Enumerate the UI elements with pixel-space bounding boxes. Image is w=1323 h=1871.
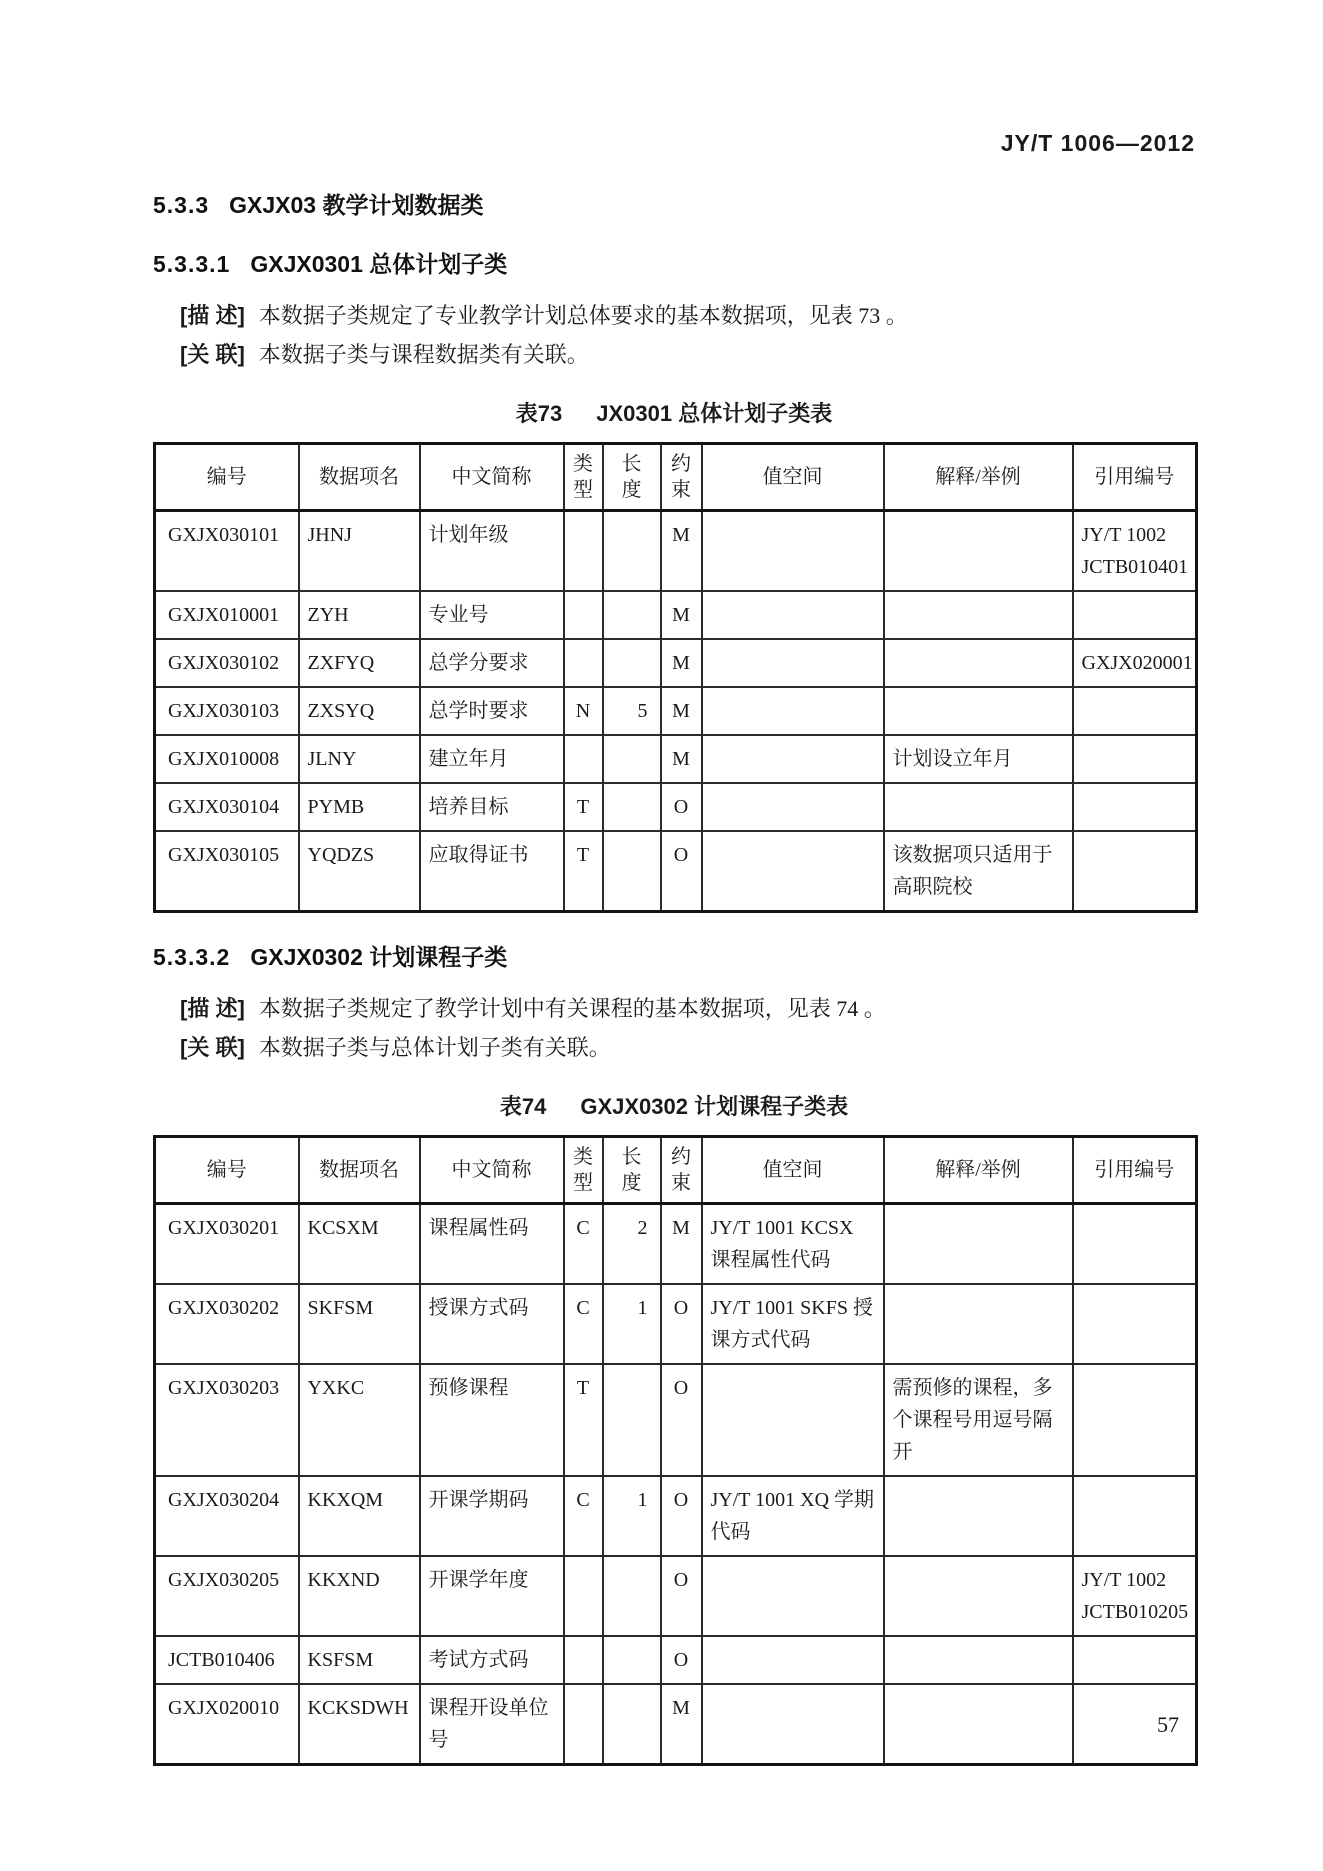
table-cell: [702, 511, 884, 592]
table-cell: 考试方式码: [420, 1636, 564, 1684]
table-cell: GXJX030205: [155, 1556, 299, 1636]
table-cell: [564, 639, 603, 687]
column-header: 解释/举例: [884, 1137, 1073, 1204]
table-cell: 应取得证书: [420, 831, 564, 912]
relation-label: [关 联]: [180, 1035, 245, 1060]
table-cell: 需预修的课程，多个课程号用逗号隔开: [884, 1364, 1073, 1476]
relation-text: 本数据子类与总体计划子类有关联。: [258, 1035, 611, 1060]
table-cell: GXJX020001: [1073, 639, 1197, 687]
subsection1-number: 5.3.3.1: [153, 251, 231, 277]
table-74: [153, 1135, 1198, 1766]
table-cell: GXJX030105: [155, 831, 299, 912]
description-label: [描 述]: [180, 996, 245, 1021]
table-cell: [603, 1556, 661, 1636]
table-cell: 总学分要求: [420, 639, 564, 687]
table-cell: 1: [603, 1476, 661, 1556]
table-cell: [603, 783, 661, 831]
table-cell: M: [661, 511, 702, 592]
table-cell: [884, 511, 1073, 592]
table-cell: [603, 591, 661, 639]
table-cell: JY/T 1002 JCTB010401: [1073, 511, 1197, 592]
table-74-caption-title: GXJX0302 计划课程子类表: [580, 1094, 849, 1119]
table-73-caption-title: JX0301 总体计划子类表: [596, 401, 833, 426]
table-cell: 计划设立年月: [884, 735, 1073, 783]
table-73: [153, 442, 1198, 913]
table-cell: 培养目标: [420, 783, 564, 831]
table-cell: [1073, 735, 1197, 783]
table-74-caption: [153, 1090, 1195, 1121]
table-cell: YXKC: [299, 1364, 420, 1476]
table-cell: 预修课程: [420, 1364, 564, 1476]
description-paragraph: [180, 992, 1195, 1025]
table-cell: [603, 1364, 661, 1476]
table-cell: KKXQM: [299, 1476, 420, 1556]
table-cell: GXJX030204: [155, 1476, 299, 1556]
table-cell: M: [661, 735, 702, 783]
standard-code: JY/T 1006—2012: [1000, 130, 1195, 156]
table-row: [155, 639, 1197, 687]
table-cell: [603, 511, 661, 592]
table-cell: 计划年级: [420, 511, 564, 592]
table-cell: O: [661, 1476, 702, 1556]
table-cell: C: [564, 1204, 603, 1285]
table-cell: [564, 1556, 603, 1636]
table-cell: M: [661, 1684, 702, 1765]
table-cell: KSFSM: [299, 1636, 420, 1684]
section-heading: [153, 187, 1195, 220]
table-cell: [702, 1636, 884, 1684]
column-header: 数据项名: [299, 444, 420, 511]
table-row: [155, 511, 1197, 592]
table-row: [155, 1204, 1197, 1285]
table-cell: YQDZS: [299, 831, 420, 912]
subsection1-title: GXJX0301 总体计划子类: [250, 251, 508, 277]
table-cell: [702, 735, 884, 783]
table-cell: [702, 687, 884, 735]
table-cell: T: [564, 831, 603, 912]
table-cell: [702, 591, 884, 639]
table-cell: 总学时要求: [420, 687, 564, 735]
table-cell: T: [564, 783, 603, 831]
column-header: 值空间: [702, 444, 884, 511]
column-header: 约束: [661, 444, 702, 511]
description-text: 本数据子类规定了教学计划中有关课程的基本数据项，见表 74 。: [258, 996, 886, 1021]
subsection2-paragraphs: [180, 992, 1195, 1064]
page-content: [153, 0, 1195, 1766]
column-header: 值空间: [702, 1137, 884, 1204]
table-cell: [884, 1556, 1073, 1636]
column-header: 引用编号: [1073, 1137, 1197, 1204]
table-row: [155, 1364, 1197, 1476]
table-cell: [1073, 1476, 1197, 1556]
table-cell: 开课学期码: [420, 1476, 564, 1556]
table-cell: N: [564, 687, 603, 735]
table-cell: [702, 831, 884, 912]
table-cell: O: [661, 1636, 702, 1684]
table-row: [155, 783, 1197, 831]
table-cell: [564, 735, 603, 783]
table-cell: M: [661, 687, 702, 735]
subsection2-title: GXJX0302 计划课程子类: [250, 944, 508, 970]
table-cell: [884, 1476, 1073, 1556]
table-cell: T: [564, 1364, 603, 1476]
section-number: 5.3.3: [153, 192, 210, 218]
table-cell: GXJX030101: [155, 511, 299, 592]
column-header: 中文简称: [420, 1137, 564, 1204]
table-cell: GXJX010008: [155, 735, 299, 783]
column-header: 长度: [603, 444, 661, 511]
column-header: 类型: [564, 444, 603, 511]
table-row: [155, 591, 1197, 639]
table-cell: GXJX030201: [155, 1204, 299, 1285]
subsection1-heading: [153, 246, 1195, 279]
table-cell: JY/T 1002 JCTB010205: [1073, 1556, 1197, 1636]
column-header: 约束: [661, 1137, 702, 1204]
table-cell: [603, 1636, 661, 1684]
table-cell: 开课学年度: [420, 1556, 564, 1636]
table-cell: GXJX030104: [155, 783, 299, 831]
table-cell: [603, 639, 661, 687]
subsection2-heading: [153, 939, 1195, 972]
table-cell: [884, 1284, 1073, 1364]
table-cell: [702, 783, 884, 831]
table-cell: JHNJ: [299, 511, 420, 592]
table-cell: O: [661, 831, 702, 912]
table-cell: O: [661, 1556, 702, 1636]
table-cell: [702, 1364, 884, 1476]
table-cell: JLNY: [299, 735, 420, 783]
column-header: 编号: [155, 1137, 299, 1204]
description-text: 本数据子类规定了专业教学计划总体要求的基本数据项，见表 73 。: [258, 303, 908, 328]
table-cell: O: [661, 1364, 702, 1476]
table-cell: [702, 1556, 884, 1636]
table-row: [155, 1636, 1197, 1684]
table-73-caption-number: 表73: [515, 401, 563, 426]
table-cell: JY/T 1001 SKFS 授课方式代码: [702, 1284, 884, 1364]
table-cell: C: [564, 1284, 603, 1364]
table-cell: [603, 831, 661, 912]
table-cell: [1073, 1204, 1197, 1285]
table-cell: [564, 1636, 603, 1684]
subsection2-number: 5.3.3.2: [153, 944, 231, 970]
table-cell: GXJX030103: [155, 687, 299, 735]
table-header-row: [155, 1137, 1197, 1204]
table-cell: [702, 639, 884, 687]
table-cell: 该数据项只适用于高职院校: [884, 831, 1073, 912]
table-cell: 课程属性码: [420, 1204, 564, 1285]
table-cell: 5: [603, 687, 661, 735]
description-paragraph: [180, 299, 1195, 332]
table-cell: [1073, 1636, 1197, 1684]
table-header-row: [155, 444, 1197, 511]
table-cell: [1073, 687, 1197, 735]
table-cell: O: [661, 783, 702, 831]
table-cell: GXJX020010: [155, 1684, 299, 1765]
table-74-header: [155, 1137, 1197, 1204]
table-cell: ZYH: [299, 591, 420, 639]
table-row: [155, 1476, 1197, 1556]
table-cell: ZXFYQ: [299, 639, 420, 687]
table-cell: GXJX030102: [155, 639, 299, 687]
description-label: [描 述]: [180, 303, 245, 328]
table-cell: 2: [603, 1204, 661, 1285]
table-cell: 建立年月: [420, 735, 564, 783]
table-cell: 专业号: [420, 591, 564, 639]
section-title: GXJX03 教学计划数据类: [229, 192, 484, 218]
table-cell: [564, 591, 603, 639]
table-cell: GXJX010001: [155, 591, 299, 639]
table-row: [155, 1556, 1197, 1636]
table-cell: [1073, 1284, 1197, 1364]
table-cell: M: [661, 1204, 702, 1285]
table-cell: [603, 735, 661, 783]
table-row: [155, 831, 1197, 912]
table-cell: JY/T 1001 KCSX 课程属性代码: [702, 1204, 884, 1285]
table-cell: [1073, 783, 1197, 831]
subsection1-paragraphs: [180, 299, 1195, 371]
column-header: 长度: [603, 1137, 661, 1204]
table-cell: M: [661, 591, 702, 639]
table-73-header: [155, 444, 1197, 511]
column-header: 解释/举例: [884, 444, 1073, 511]
table-cell: [884, 1636, 1073, 1684]
table-cell: C: [564, 1476, 603, 1556]
table-cell: 授课方式码: [420, 1284, 564, 1364]
column-header: 中文简称: [420, 444, 564, 511]
relation-text: 本数据子类与课程数据类有关联。: [258, 342, 589, 367]
table-cell: [884, 639, 1073, 687]
table-cell: [884, 687, 1073, 735]
table-cell: JCTB010406: [155, 1636, 299, 1684]
table-cell: 1: [603, 1284, 661, 1364]
table-74-caption-number: 表74: [499, 1094, 547, 1119]
table-cell: M: [661, 639, 702, 687]
table-cell: PYMB: [299, 783, 420, 831]
table-cell: [1073, 591, 1197, 639]
table-cell: O: [661, 1284, 702, 1364]
table-cell: KCKSDWH: [299, 1684, 420, 1765]
relation-paragraph: [180, 1031, 1195, 1064]
table-cell: [884, 591, 1073, 639]
column-header: 类型: [564, 1137, 603, 1204]
table-row: [155, 735, 1197, 783]
table-cell: [1073, 831, 1197, 912]
relation-label: [关 联]: [180, 342, 245, 367]
table-73-body: [155, 511, 1197, 912]
column-header: 引用编号: [1073, 444, 1197, 511]
table-cell: KCSXM: [299, 1204, 420, 1285]
table-cell: JY/T 1001 XQ 学期代码: [702, 1476, 884, 1556]
table-cell: [884, 783, 1073, 831]
table-cell: [884, 1204, 1073, 1285]
relation-paragraph: [180, 338, 1195, 371]
table-row: [155, 1284, 1197, 1364]
column-header: 数据项名: [299, 1137, 420, 1204]
column-header: 编号: [155, 444, 299, 511]
table-cell: [1073, 1364, 1197, 1476]
page-number: 57: [1157, 1712, 1179, 1737]
table-73-caption: [153, 397, 1195, 428]
table-cell: GXJX030202: [155, 1284, 299, 1364]
table-cell: [564, 511, 603, 592]
table-cell: 课程开设单位号: [420, 1684, 564, 1765]
table-cell: KKXND: [299, 1556, 420, 1636]
table-cell: SKFSM: [299, 1284, 420, 1364]
table-cell: GXJX030203: [155, 1364, 299, 1476]
table-cell: ZXSYQ: [299, 687, 420, 735]
table-74-body: [155, 1204, 1197, 1765]
table-row: [155, 687, 1197, 735]
